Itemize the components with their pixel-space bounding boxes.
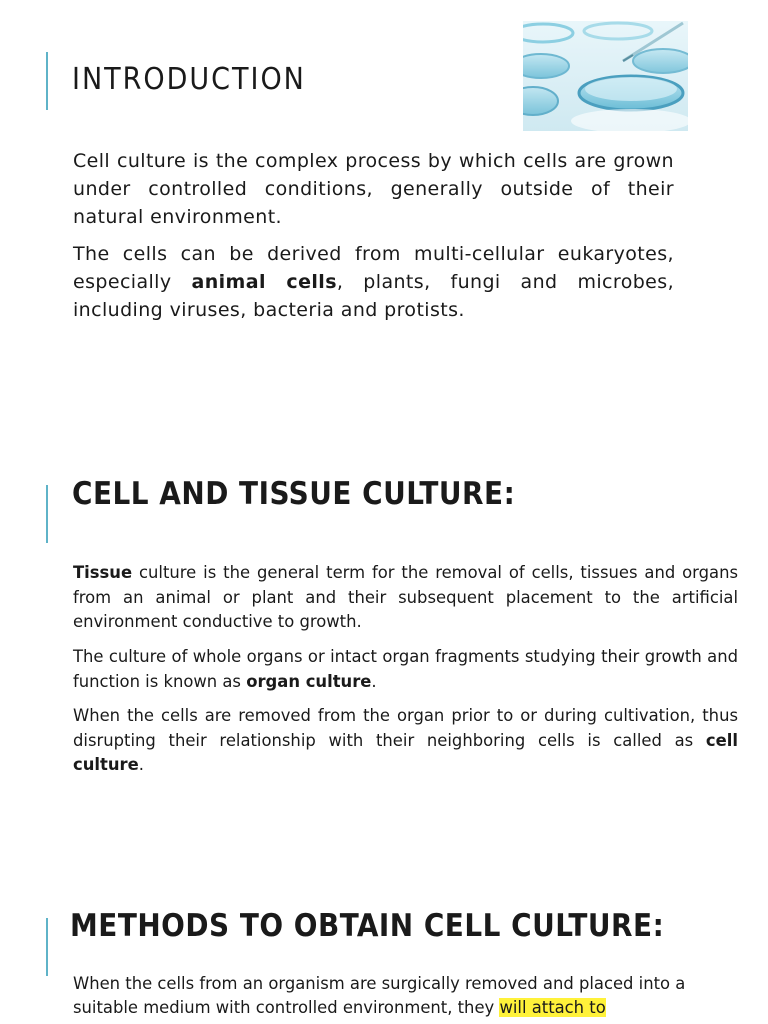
slide-accent-bar <box>46 52 48 110</box>
bold-term: animal cells <box>191 271 337 293</box>
cell-culture-paragraph: When the cells are removed from the organ prior to or during cultivation, thus disrupting their relationship with their neighboring cells is called as cell culture. <box>73 706 738 774</box>
slide-methods-cell-culture <box>0 890 768 1024</box>
slide-accent-bar <box>46 918 48 976</box>
intro-paragraph-1: Cell culture is the complex process by which cells are grown under controlled conditions, generally outside of their natural environment. <box>73 150 674 228</box>
petri-dish-icon <box>523 21 688 131</box>
tissue-culture-paragraph: Tissue culture is the general term for the removal of cells, tissues and organs from an animal or plant and their subsequent placement to the artificial environment conductive to growth. <box>73 563 738 631</box>
slide-title: CELL AND TISSUE CULTURE: <box>72 476 516 512</box>
slide-title: INTRODUCTION <box>72 62 306 97</box>
methods-paragraph: When the cells from an organism are surgically removed and placed into a suitable medium with controlled environment, they will attach to <box>73 974 686 1017</box>
slide-introduction <box>0 0 768 420</box>
organ-culture-paragraph: The culture of whole organs or intact organ fragments studying their growth and function is known as organ culture. <box>73 647 738 691</box>
highlighted-text: will attach to <box>499 998 606 1017</box>
bold-term: organ culture <box>246 671 372 691</box>
intro-paragraph-2: The cells can be derived from multi-cellular eukaryotes, especially animal cells, plants, fungi and microbes, including viruses, bacteria and protists. <box>73 243 675 321</box>
bold-term: cell culture <box>73 730 738 774</box>
bold-term: Tissue <box>73 563 133 582</box>
slide-title: METHODS TO OBTAIN CELL CULTURE: <box>70 908 665 944</box>
slide-accent-bar <box>46 485 48 543</box>
slide-cell-tissue-culture <box>0 455 768 855</box>
